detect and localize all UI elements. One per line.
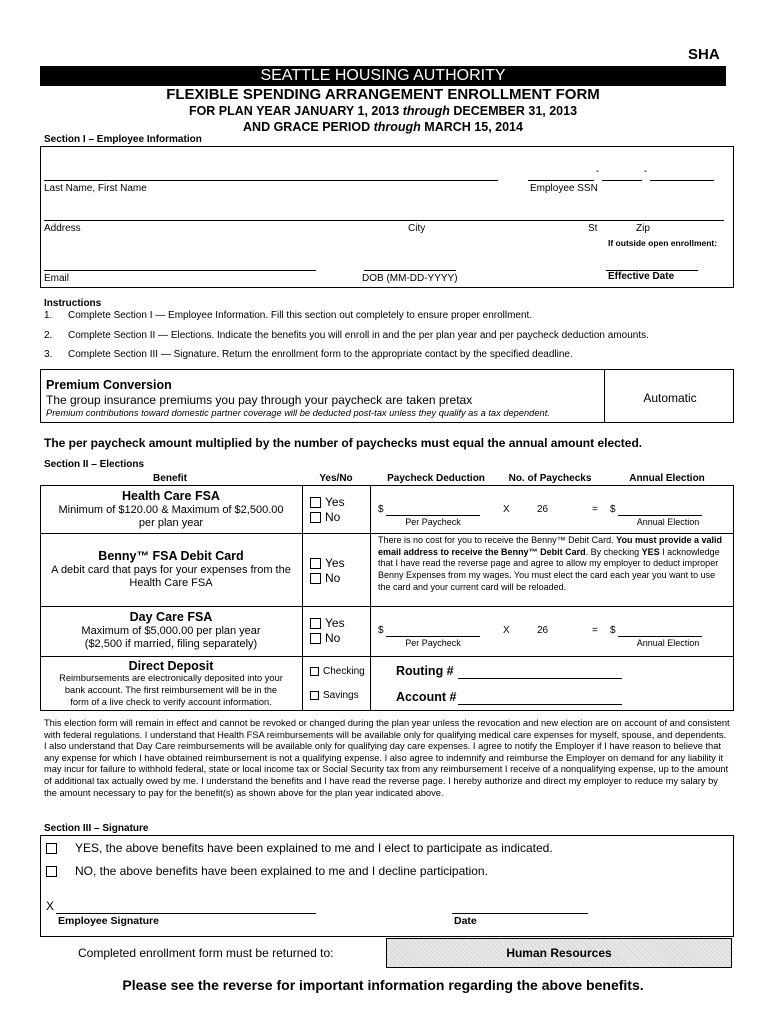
instructions-heading: Instructions — [44, 298, 102, 309]
benny-yes-option[interactable]: Yes — [310, 556, 345, 570]
date-field[interactable] — [452, 898, 588, 914]
checkbox-icon[interactable] — [310, 691, 319, 700]
routing-field[interactable] — [458, 665, 622, 679]
hcfsa-desc: Minimum of $120.00 & Maximum of $2,500.00 — [58, 504, 284, 516]
equals-sign: = — [592, 504, 598, 515]
participate-no-option[interactable]: NO, the above benefits have been explained to me and I decline participation. — [46, 864, 488, 878]
dollar-sign: $ — [378, 504, 384, 515]
signature-field[interactable] — [56, 898, 316, 914]
dollar-sign: $ — [610, 625, 616, 636]
dcfsa-paycheck-field[interactable] — [386, 625, 480, 637]
effective-date-field[interactable] — [606, 256, 698, 271]
per-paycheck-note: The per paycheck amount multiplied by the number of paychecks must equal the annual amount elected. — [44, 436, 643, 450]
participate-yes-option[interactable]: YES, the above benefits have been explained to me and I elect to participate as indicated. — [46, 841, 553, 855]
dcfsa-yes-option[interactable]: Yes — [310, 616, 345, 630]
grace-period-line: AND GRACE PERIOD through MARCH 15, 2014 — [243, 120, 523, 134]
ssn-field-3[interactable] — [650, 166, 714, 181]
annual-election-label: Annual Election — [636, 638, 700, 648]
return-label: Completed enrollment form must be returned to: — [78, 946, 334, 960]
plan-year-line: FOR PLAN YEAR JANUARY 1, 2013 through DECEMBER 31, 2013 — [188, 104, 578, 118]
ssn-field-1[interactable] — [528, 166, 594, 181]
benny-note: There is no cost for you to receive the Benny™ Debit Card. You must provide a valid email address to receive the Benny™ Debit Card. By checking YES I acknowledge that I have read the reverse page and agree to allow my employer to deduct improper Benny Expenses from my wages. You must elect the card each year you want to use the card and your current card will be reloaded. — [378, 535, 722, 592]
effective-date-label: Effective Date — [608, 271, 675, 282]
routing-label: Routing # — [396, 664, 454, 678]
instruction-num: 1. — [44, 310, 53, 321]
checkbox-icon[interactable] — [46, 866, 57, 877]
city-label: City — [408, 223, 426, 234]
col-yesno: Yes/No — [319, 473, 353, 484]
dollar-sign: $ — [610, 504, 616, 515]
premium-status: Automatic — [643, 391, 697, 405]
org-banner: SEATTLE HOUSING AUTHORITY — [40, 66, 726, 86]
ssn-field-2[interactable] — [602, 166, 642, 181]
col-annual-election: Annual Election — [629, 473, 705, 484]
times-sign: X — [503, 504, 510, 515]
checkbox-icon[interactable] — [310, 512, 321, 523]
account-label: Account # — [396, 690, 457, 704]
legal-text: This election form will remain in effect and cannot be revoked or changed during the plan year unless the revocation and new election are on account of and consistent with federal regulations. I understand that Health FSA reimbursements will be available only for qualifying medical care expenses for myself, spouse, and dependents. I also understand that Day Care reimbursements will be available only for qualifying day care expenses. I agree to notify the Employer if I have reason to believe that any expense for which I have obtained reimbursement is not a qualifying expense. I also agree to indemnify and reimburse the Employer on demand for any liability it may incur for failure to withhold federal, state or local income tax or Social Security tax from any reimbursement I receive of a nonqualifying expense, up to the amount of additional tax actually owed by me. I understand the benefits and I have read the reverse page. I hereby authorize and direct my employer to reduce my salary by the amount necessary to pay for the benefit(s) as shown above for the plan year indicated above. — [44, 718, 730, 798]
signature-label: Employee Signature — [58, 915, 159, 927]
instruction-num: 2. — [44, 330, 53, 341]
instruction-text: Complete Section III — Signature. Return the enrollment form to the appropriate contact by the specified deadline. — [68, 349, 573, 360]
checkbox-icon[interactable] — [46, 843, 57, 854]
footer-note: Please see the reverse for important information regarding the above benefits. — [122, 977, 644, 993]
dcfsa-paychecks: 26 — [537, 625, 549, 636]
benny-no-option[interactable]: No — [310, 571, 340, 585]
equals-sign: = — [592, 625, 598, 636]
benny-desc: Health Care FSA — [129, 577, 213, 589]
ssn-dash: - — [596, 166, 600, 177]
name-label: Last Name, First Name — [44, 183, 147, 194]
per-paycheck-label: Per Paycheck — [405, 517, 461, 527]
savings-option[interactable]: Savings — [310, 690, 359, 701]
dcfsa-annual-field[interactable] — [618, 625, 702, 637]
dcfsa-desc: ($2,500 if married, filing separately) — [84, 638, 258, 650]
times-sign: X — [503, 625, 510, 636]
signature-x-mark: X — [46, 899, 55, 913]
section2-heading: Section II – Elections — [44, 459, 145, 470]
account-field[interactable] — [458, 691, 622, 705]
checkbox-icon[interactable] — [310, 667, 319, 676]
premium-title: Premium Conversion — [46, 378, 172, 392]
deposit-desc: Reimbursements are electronically deposited into your — [59, 673, 283, 683]
ssn-dash: - — [644, 166, 648, 177]
benny-title: Benny™ FSA Debit Card — [98, 549, 244, 563]
state-label: St — [588, 223, 598, 234]
per-paycheck-label: Per Paycheck — [405, 638, 461, 648]
deposit-desc: bank account. The first reimbursement will be in the — [64, 685, 278, 695]
form-code: SHA — [688, 46, 720, 63]
hcfsa-paychecks: 26 — [537, 504, 549, 515]
hcfsa-paycheck-field[interactable] — [386, 504, 480, 516]
name-field[interactable] — [44, 166, 498, 181]
email-label: Email — [44, 273, 70, 284]
deposit-desc: form of a live check to verify account information. — [70, 697, 272, 707]
instruction-num: 3. — [44, 349, 53, 360]
dcfsa-desc: Maximum of $5,000.00 per plan year — [81, 625, 261, 637]
checking-option[interactable]: Checking — [310, 666, 365, 677]
dcfsa-title: Day Care FSA — [129, 610, 213, 624]
benny-desc: A debit card that pays for your expenses from the — [51, 564, 291, 576]
email-field[interactable] — [44, 256, 316, 271]
hcfsa-no-option[interactable]: No — [310, 510, 340, 524]
section1-heading: Section I – Employee Information — [44, 134, 202, 145]
instruction-text: Complete Section I — Employee Information. Fill this section out completely to ensure proper enrollment. — [68, 310, 533, 321]
checkbox-icon[interactable] — [310, 573, 321, 584]
outside-enrollment-label: If outside open enrollment: — [608, 238, 718, 248]
checkbox-icon[interactable] — [310, 558, 321, 569]
hcfsa-desc: per plan year — [138, 517, 204, 529]
return-to-box: Human Resources — [386, 938, 732, 968]
dollar-sign: $ — [378, 625, 384, 636]
checkbox-icon[interactable] — [310, 633, 321, 644]
dob-label: DOB (MM-DD-YYYY) — [362, 273, 458, 284]
premium-desc: The group insurance premiums you pay through your paycheck are taken pretax — [46, 393, 473, 407]
hcfsa-annual-field[interactable] — [618, 504, 702, 516]
col-num-paychecks: No. of Paychecks — [508, 473, 592, 484]
date-label: Date — [454, 915, 477, 927]
annual-election-label: Annual Election — [636, 517, 700, 527]
hcfsa-title: Health Care FSA — [122, 489, 220, 503]
col-paycheck-deduction: Paycheck Deduction — [387, 473, 485, 484]
address-label: Address — [44, 223, 81, 234]
checkbox-icon[interactable] — [310, 497, 321, 508]
dob-field[interactable] — [364, 256, 456, 271]
ssn-label: Employee SSN — [530, 183, 598, 194]
col-benefit: Benefit — [153, 473, 187, 484]
deposit-title: Direct Deposit — [128, 659, 214, 673]
premium-note: Premium contributions toward domestic partner coverage will be deducted post-tax unless they qualify as a tax dependent. — [46, 408, 550, 418]
form-title: FLEXIBLE SPENDING ARRANGEMENT ENROLLMENT FORM — [166, 86, 600, 103]
instruction-text: Complete Section II — Elections. Indicate the benefits you will enroll in and the per plan year and per paycheck deduction amounts. — [68, 330, 649, 341]
address-field[interactable] — [44, 206, 724, 221]
checkbox-icon[interactable] — [310, 618, 321, 629]
section3-heading: Section III – Signature — [44, 823, 149, 834]
hcfsa-yes-option[interactable]: Yes — [310, 495, 345, 509]
dcfsa-no-option[interactable]: No — [310, 631, 340, 645]
zip-label: Zip — [636, 223, 650, 234]
